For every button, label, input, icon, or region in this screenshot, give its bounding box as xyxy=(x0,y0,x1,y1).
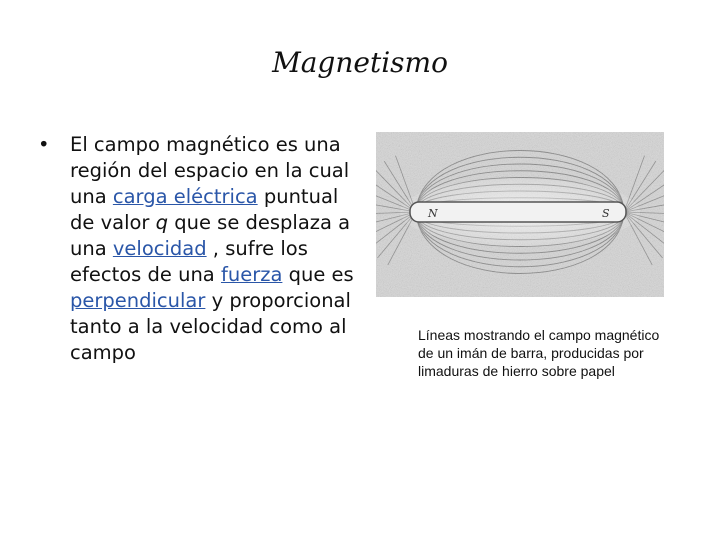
link-velocidad[interactable]: velocidad xyxy=(112,237,207,260)
bullet-text xyxy=(70,132,358,366)
link-fuerza[interactable]: fuerza xyxy=(220,263,283,286)
link-perpendicular[interactable]: perpendicular xyxy=(70,289,206,312)
bar-magnet-field-image xyxy=(376,132,664,297)
bullet-marker: • xyxy=(38,133,50,156)
slide-title: Magnetismo xyxy=(272,46,448,79)
bar-magnet xyxy=(410,202,626,222)
text-segment: puntual de valor xyxy=(70,185,339,234)
text-segment: que se desplaza a una xyxy=(70,211,351,260)
link-carga-electrica[interactable]: carga eléctrica xyxy=(112,185,258,208)
figure-caption: Líneas mostrando el campo magnético de un imán de barra, producidas por limaduras de hierro sobre papel xyxy=(418,327,660,379)
north-pole-label: N xyxy=(428,207,438,220)
text-segment: El campo magnético es una región del espacio en la cual una xyxy=(70,133,350,208)
text-segment: , sufre los efectos de una xyxy=(70,237,308,286)
south-pole-label: S xyxy=(602,207,610,220)
bullet-paragraph xyxy=(38,132,358,366)
variable-q: q xyxy=(155,211,169,234)
text-segment: y proporcional tanto a la velocidad como al campo xyxy=(70,289,351,364)
text-segment: que es xyxy=(282,263,354,286)
